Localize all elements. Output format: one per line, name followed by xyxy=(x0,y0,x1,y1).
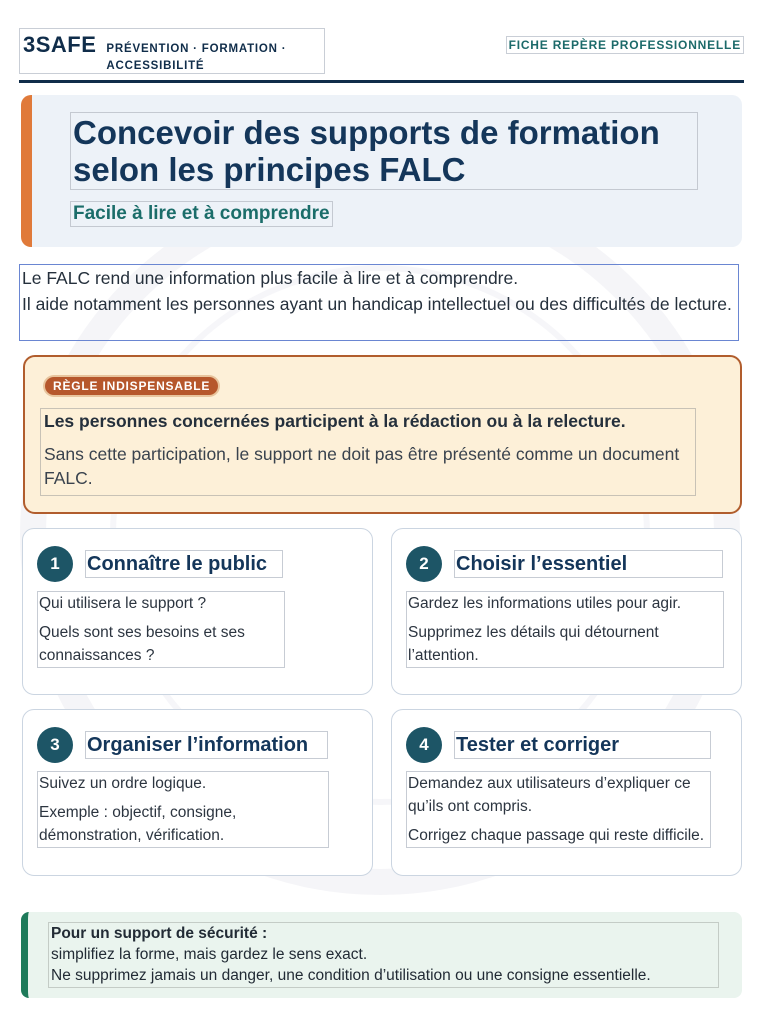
step-text: Corrigez chaque passage qui reste difficile. xyxy=(408,827,705,844)
step-card-4 xyxy=(391,709,742,876)
step-title: Tester et corriger xyxy=(456,733,620,756)
step-number-badge: 1 xyxy=(37,546,73,582)
step-title: Choisir l’essentiel xyxy=(456,552,628,575)
intro-paragraph xyxy=(19,264,739,341)
page-header xyxy=(19,28,744,78)
step-card-1 xyxy=(22,528,373,695)
step-text: Gardez les informations utiles pour agir. xyxy=(408,595,682,612)
safety-note xyxy=(21,912,742,998)
step-header xyxy=(406,728,619,762)
rule-badge: RÈGLE INDISPENSABLE xyxy=(45,377,218,395)
step-body xyxy=(37,591,285,668)
essential-rule-callout xyxy=(23,355,742,514)
step-text: Supprimez les détails qui détournent l’attention. xyxy=(408,624,659,664)
step-header xyxy=(406,547,627,581)
intro-line: Le FALC rend une information plus facile à lire et à comprendre. xyxy=(22,268,519,288)
step-body xyxy=(37,771,329,848)
step-text: Suivez un ordre logique. xyxy=(39,775,207,792)
rule-content xyxy=(40,408,696,496)
step-text: Qui utilisera le support ? xyxy=(39,595,207,612)
brand-block xyxy=(19,28,325,74)
step-header xyxy=(37,728,308,762)
page-subtitle: Facile à lire et à comprendre xyxy=(70,201,333,227)
step-card-3 xyxy=(22,709,373,876)
step-card-2 xyxy=(391,528,742,695)
step-number-badge: 4 xyxy=(406,727,442,763)
header-divider xyxy=(19,80,744,83)
step-text: Exemple : objectif, consigne, démonstration, vérification. xyxy=(39,804,237,844)
hero-banner xyxy=(21,95,742,247)
brand-tagline: PRÉVENTION · FORMATION · ACCESSIBILITÉ xyxy=(106,43,287,72)
step-number-badge: 2 xyxy=(406,546,442,582)
rule-statement: Les personnes concernées participent à la rédaction ou à la relecture. xyxy=(44,411,626,431)
safety-note-line: simplifiez la forme, mais gardez le sens exact. xyxy=(51,946,368,963)
page-title: Concevoir des supports de formation selon les principes FALC xyxy=(70,112,698,190)
safety-note-title: Pour un support de sécurité : xyxy=(51,925,268,942)
rule-consequence: Sans cette participation, le support ne doit pas être présenté comme un document FALC. xyxy=(44,444,680,488)
intro-line: Il aide notamment les personnes ayant un handicap intellectuel ou des difficultés de lecture. xyxy=(22,294,732,314)
document-type-label: FICHE REPÈRE PROFESSIONNELLE xyxy=(506,36,744,54)
step-body xyxy=(406,591,724,668)
safety-note-line: Ne supprimez jamais un danger, une condition d’utilisation ou une consigne essentielle. xyxy=(51,967,651,984)
step-text: Demandez aux utilisateurs d’expliquer ce qu’ils ont compris. xyxy=(408,775,691,815)
step-number-badge: 3 xyxy=(37,727,73,763)
step-body xyxy=(406,771,711,848)
brand-logo: 3SAFE xyxy=(23,32,97,57)
step-text: Quels sont ses besoins et ses connaissances ? xyxy=(39,624,245,664)
safety-note-content xyxy=(48,922,719,988)
step-title: Connaître le public xyxy=(87,552,268,575)
step-title: Organiser l’information xyxy=(87,733,309,756)
step-header xyxy=(37,547,267,581)
